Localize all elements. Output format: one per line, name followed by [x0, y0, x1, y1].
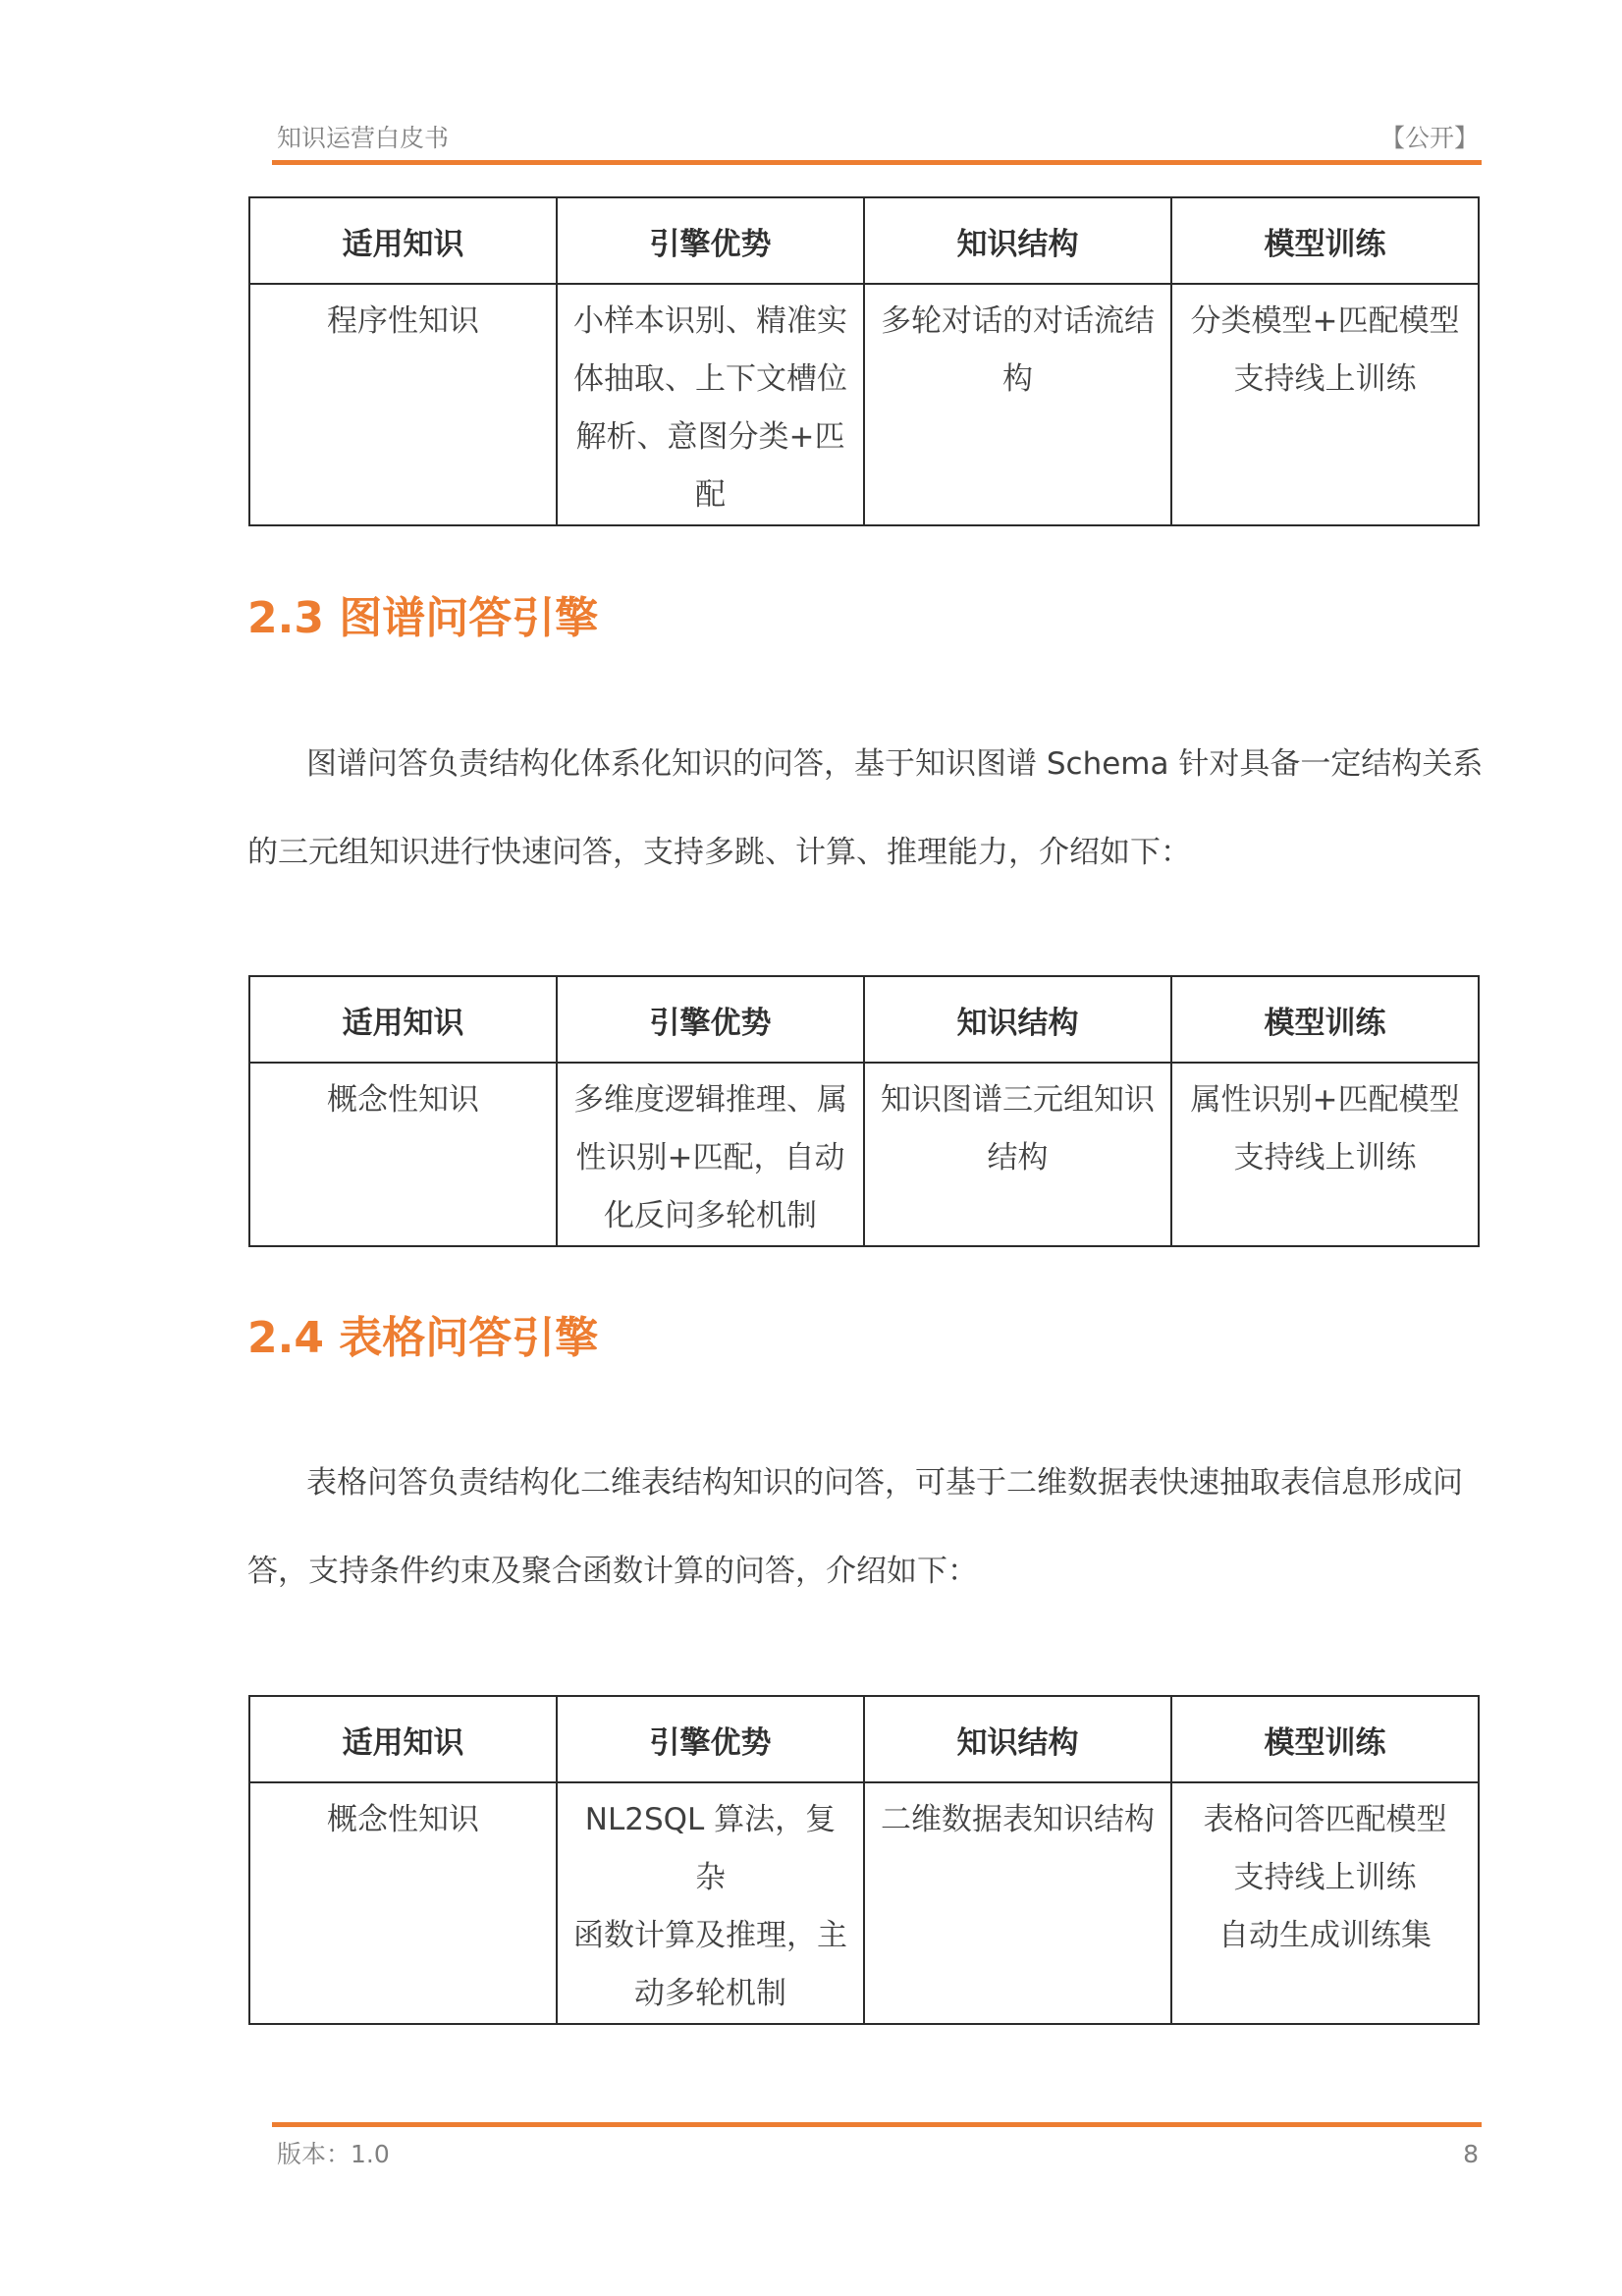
- table-cell: [557, 1063, 864, 1246]
- table-row: [249, 1063, 1479, 1246]
- cell-text: 支持线上训练: [1233, 1860, 1417, 1895]
- table-cell: [864, 1782, 1171, 2024]
- cell-text: 概念性知识: [327, 1082, 479, 1118]
- cell-text: 结构: [987, 1140, 1049, 1175]
- knowledge-table-1: [248, 196, 1480, 526]
- header-cell: 知识结构: [864, 976, 1171, 1063]
- table-cell: [249, 1782, 557, 2024]
- cell-text: 配: [695, 477, 726, 513]
- header-cell: 适用知识: [249, 976, 557, 1063]
- table-cell: [1171, 284, 1479, 525]
- header-cell: 模型训练: [1171, 976, 1479, 1063]
- section-heading-2-4: 2.4 表格问答引擎: [247, 1313, 599, 1363]
- table-cell: [864, 1063, 1171, 1246]
- cell-text: 解析、意图分类+匹: [575, 419, 845, 455]
- cell-text: 支持线上训练: [1233, 1140, 1417, 1175]
- table-cell: [1171, 1782, 1479, 2024]
- cell-text: 支持线上训练: [1233, 361, 1417, 397]
- cell-text: 动多轮机制: [634, 1976, 786, 2011]
- paragraph-line: 图谱问答负责结构化体系化知识的问答，基于知识图谱 Schema 针对具备一定结构关系: [306, 746, 1484, 782]
- header-rule: [272, 160, 1482, 165]
- paragraph-line: 的三元组知识进行快速问答，支持多跳、计算、推理能力，介绍如下：: [247, 835, 1191, 870]
- table-header-row: [249, 976, 1479, 1063]
- cell-text: 分类模型+匹配模型: [1190, 303, 1460, 339]
- cell-text: 小样本识别、精准实: [573, 303, 847, 339]
- header-cell: 引擎优势: [557, 197, 864, 284]
- page-number: 8: [1463, 2140, 1479, 2168]
- cell-text: 多维度逻辑推理、属: [573, 1082, 847, 1118]
- cell-text: 表格问答匹配模型: [1203, 1802, 1447, 1837]
- cell-text: 知识图谱三元组知识: [881, 1082, 1155, 1118]
- cell-text: 化反问多轮机制: [604, 1198, 817, 1233]
- cell-text: NL2SQL 算法，复杂: [584, 1802, 837, 1895]
- cell-text: 程序性知识: [327, 303, 479, 339]
- paragraph-line: 答，支持条件约束及聚合函数计算的问答，介绍如下：: [247, 1554, 978, 1589]
- paragraph-line: 表格问答负责结构化二维表结构知识的问答，可基于二维数据表快速抽取表信息形成问: [306, 1465, 1463, 1501]
- header-cell: 模型训练: [1171, 1696, 1479, 1782]
- footer-rule: [272, 2122, 1482, 2127]
- cell-text: 函数计算及推理，主: [573, 1918, 847, 1953]
- header-cell: 引擎优势: [557, 976, 864, 1063]
- table-header-row: [249, 1696, 1479, 1782]
- table-cell: [249, 284, 557, 525]
- knowledge-table-3: [248, 1695, 1480, 2025]
- footer-version: 版本：1.0: [277, 2140, 390, 2168]
- page-header-tag: 【公开】: [1379, 124, 1479, 152]
- table-cell: [1171, 1063, 1479, 1246]
- cell-text: 构: [1002, 361, 1033, 397]
- table-row: [249, 284, 1479, 525]
- header-cell: 知识结构: [864, 1696, 1171, 1782]
- section-heading-2-3: 2.3 图谱问答引擎: [247, 593, 599, 643]
- table-header-row: [249, 197, 1479, 284]
- table-cell: [557, 1782, 864, 2024]
- cell-text: 多轮对话的对话流结: [881, 303, 1155, 339]
- knowledge-table-2: [248, 975, 1480, 1247]
- table-cell: [249, 1063, 557, 1246]
- header-cell: 引擎优势: [557, 1696, 864, 1782]
- cell-text: 自动生成训练集: [1218, 1918, 1432, 1953]
- header-cell: 适用知识: [249, 197, 557, 284]
- table-row: [249, 1782, 1479, 2024]
- header-cell: 知识结构: [864, 197, 1171, 284]
- header-cell: 模型训练: [1171, 197, 1479, 284]
- page-header-title: 知识运营白皮书: [277, 124, 450, 152]
- header-cell: 适用知识: [249, 1696, 557, 1782]
- table-cell: [557, 284, 864, 525]
- cell-text: 体抽取、上下文槽位: [573, 361, 847, 397]
- cell-text: 概念性知识: [327, 1802, 479, 1837]
- table-cell: [864, 284, 1171, 525]
- cell-text: 性识别+匹配，自动: [575, 1140, 845, 1175]
- cell-text: 二维数据表知识结构: [881, 1802, 1155, 1837]
- cell-text: 属性识别+匹配模型: [1190, 1082, 1460, 1118]
